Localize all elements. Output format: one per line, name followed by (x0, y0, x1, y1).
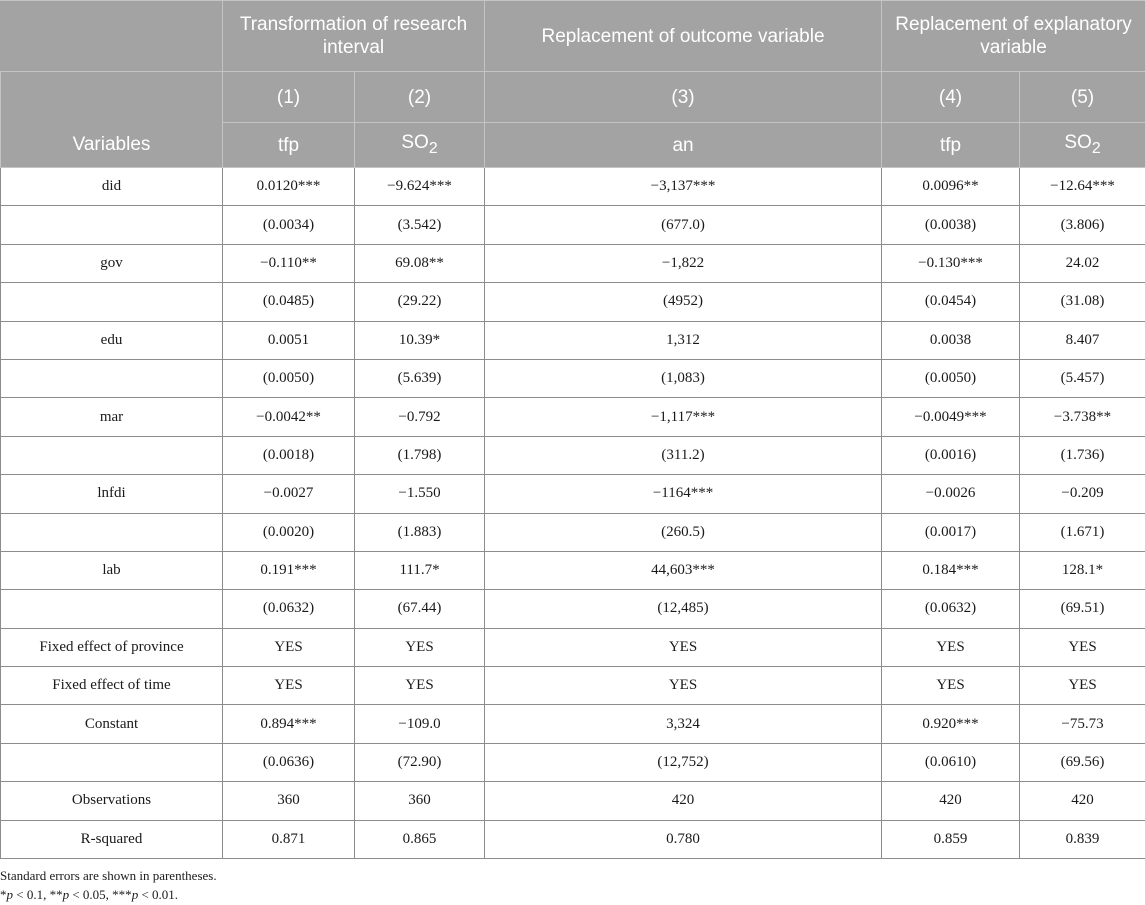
cell-model-2: (1.798) (355, 436, 485, 474)
table-row (1, 398, 1145, 436)
table-row (1, 551, 1145, 589)
cell-model-2: (67.44) (355, 590, 485, 628)
cell-model-3: (677.0) (485, 206, 882, 244)
outcome-name-2 (355, 123, 485, 168)
cell-model-2: −0.792 (355, 398, 485, 436)
cell-model-4: 0.0038 (882, 321, 1020, 359)
cell-model-1: (0.0050) (223, 359, 355, 397)
row-label (1, 359, 223, 397)
cell-model-2: (3.542) (355, 206, 485, 244)
row-label: lnfdi (1, 475, 223, 513)
cell-model-3: (1,083) (485, 359, 882, 397)
cell-model-4: (0.0454) (882, 283, 1020, 321)
cell-model-2: YES (355, 667, 485, 705)
outcome-text: SO (1064, 131, 1092, 153)
cell-model-4: 0.184*** (882, 551, 1020, 589)
cell-model-3: (12,485) (485, 590, 882, 628)
table-row (1, 244, 1145, 282)
cell-model-1: (0.0632) (223, 590, 355, 628)
table-row (1, 168, 1145, 206)
cell-model-5: 24.02 (1020, 244, 1145, 282)
cell-model-3: (12,752) (485, 743, 882, 781)
row-label: edu (1, 321, 223, 359)
cell-model-4: 0.859 (882, 820, 1020, 858)
table-row (1, 206, 1145, 244)
cell-model-5: 128.1* (1020, 551, 1145, 589)
cell-model-1: (0.0636) (223, 743, 355, 781)
row-label (1, 206, 223, 244)
cell-model-1: −0.0042** (223, 398, 355, 436)
cell-model-5: (69.56) (1020, 743, 1145, 781)
note-part: < 0.01. (138, 887, 179, 902)
cell-model-1: 0.894*** (223, 705, 355, 743)
variables-header: Variables (1, 72, 223, 168)
cell-model-1: 360 (223, 782, 355, 820)
model-number-5: (5) (1020, 72, 1145, 123)
table-row (1, 321, 1145, 359)
cell-model-5: (31.08) (1020, 283, 1145, 321)
cell-model-5: −75.73 (1020, 705, 1145, 743)
outcome-name-5 (1020, 123, 1145, 168)
cell-model-5: (1.736) (1020, 436, 1145, 474)
cell-model-3: 420 (485, 782, 882, 820)
cell-model-3: 1,312 (485, 321, 882, 359)
row-label: Fixed effect of time (1, 667, 223, 705)
cell-model-1: YES (223, 667, 355, 705)
cell-model-3: YES (485, 667, 882, 705)
cell-model-2: (1.883) (355, 513, 485, 551)
header-model-row (1, 72, 1145, 123)
cell-model-1: (0.0020) (223, 513, 355, 551)
cell-model-1: −0.0027 (223, 475, 355, 513)
table-row (1, 590, 1145, 628)
row-label (1, 590, 223, 628)
table-row (1, 359, 1145, 397)
table-header (1, 1, 1145, 168)
cell-model-5: 0.839 (1020, 820, 1145, 858)
cell-model-5: (5.457) (1020, 359, 1145, 397)
cell-model-4: −0.0026 (882, 475, 1020, 513)
cell-model-2: 0.865 (355, 820, 485, 858)
cell-model-4: −0.130*** (882, 244, 1020, 282)
cell-model-1: 0.191*** (223, 551, 355, 589)
cell-model-4: (0.0017) (882, 513, 1020, 551)
row-label: did (1, 168, 223, 206)
outcome-name-3: an (485, 123, 882, 168)
group-header-explanatory-variable: Replacement of explanatory variable (882, 1, 1145, 72)
table-notes (0, 866, 217, 904)
cell-model-4: 0.920*** (882, 705, 1020, 743)
header-group-row (1, 1, 1145, 72)
group-header-outcome-variable: Replacement of outcome variable (485, 1, 882, 72)
cell-model-2: −109.0 (355, 705, 485, 743)
table-row (1, 628, 1145, 666)
table-row (1, 513, 1145, 551)
note-part: < 0.1, ** (13, 887, 63, 902)
cell-model-1: 0.0120*** (223, 168, 355, 206)
cell-model-5: YES (1020, 628, 1145, 666)
cell-model-5: −3.738** (1020, 398, 1145, 436)
row-label (1, 743, 223, 781)
cell-model-4: (0.0050) (882, 359, 1020, 397)
table-row (1, 667, 1145, 705)
row-label (1, 436, 223, 474)
table-row (1, 475, 1145, 513)
cell-model-4: (0.0632) (882, 590, 1020, 628)
cell-model-5: 8.407 (1020, 321, 1145, 359)
group-header-research-interval: Transformation of research interval (223, 1, 485, 72)
table-row (1, 820, 1145, 858)
table-row (1, 782, 1145, 820)
cell-model-4: YES (882, 667, 1020, 705)
cell-model-1: −0.110** (223, 244, 355, 282)
cell-model-3: −1164*** (485, 475, 882, 513)
cell-model-2: (72.90) (355, 743, 485, 781)
table-row (1, 436, 1145, 474)
cell-model-1: (0.0485) (223, 283, 355, 321)
cell-model-3: (4952) (485, 283, 882, 321)
row-label: Fixed effect of province (1, 628, 223, 666)
row-label: lab (1, 551, 223, 589)
cell-model-2: −9.624*** (355, 168, 485, 206)
cell-model-3: (260.5) (485, 513, 882, 551)
cell-model-3: (311.2) (485, 436, 882, 474)
cell-model-2: 111.7* (355, 551, 485, 589)
note-part-italic: p (62, 887, 70, 902)
cell-model-3: YES (485, 628, 882, 666)
cell-model-3: 3,324 (485, 705, 882, 743)
cell-model-2: (5.639) (355, 359, 485, 397)
outcome-text: SO (401, 131, 429, 153)
cell-model-1: 0.0051 (223, 321, 355, 359)
cell-model-1: 0.871 (223, 820, 355, 858)
cell-model-4: YES (882, 628, 1020, 666)
row-label: gov (1, 244, 223, 282)
cell-model-1: YES (223, 628, 355, 666)
cell-model-2: 69.08** (355, 244, 485, 282)
table-row (1, 705, 1145, 743)
note-part-italic: p (131, 887, 139, 902)
cell-model-5: −12.64*** (1020, 168, 1145, 206)
cell-model-5: (3.806) (1020, 206, 1145, 244)
cell-model-5: 420 (1020, 782, 1145, 820)
note-part: * (0, 887, 7, 902)
header-corner (1, 1, 223, 72)
model-number-1: (1) (223, 72, 355, 123)
row-label: Constant (1, 705, 223, 743)
row-label: R-squared (1, 820, 223, 858)
cell-model-3: −3,137*** (485, 168, 882, 206)
cell-model-2: YES (355, 628, 485, 666)
model-number-2: (2) (355, 72, 485, 123)
table-body (1, 168, 1145, 859)
cell-model-5: (1.671) (1020, 513, 1145, 551)
cell-model-5: (69.51) (1020, 590, 1145, 628)
cell-model-5: −0.209 (1020, 475, 1145, 513)
cell-model-3: 44,603*** (485, 551, 882, 589)
cell-model-2: −1.550 (355, 475, 485, 513)
outcome-name-1: tfp (223, 123, 355, 168)
row-label: Observations (1, 782, 223, 820)
table-row (1, 283, 1145, 321)
cell-model-4: 420 (882, 782, 1020, 820)
note-part-italic: p (6, 887, 13, 902)
cell-model-4: (0.0016) (882, 436, 1020, 474)
cell-model-1: (0.0034) (223, 206, 355, 244)
table-row (1, 743, 1145, 781)
cell-model-4: 0.0096** (882, 168, 1020, 206)
row-label: mar (1, 398, 223, 436)
cell-model-4: −0.0049*** (882, 398, 1020, 436)
cell-model-2: (29.22) (355, 283, 485, 321)
cell-model-2: 360 (355, 782, 485, 820)
cell-model-5: YES (1020, 667, 1145, 705)
cell-model-4: (0.0038) (882, 206, 1020, 244)
cell-model-4: (0.0610) (882, 743, 1020, 781)
subscript: 2 (428, 139, 438, 157)
cell-model-2: 10.39* (355, 321, 485, 359)
outcome-name-4: tfp (882, 123, 1020, 168)
row-label (1, 283, 223, 321)
model-number-4: (4) (882, 72, 1020, 123)
model-number-3: (3) (485, 72, 882, 123)
cell-model-1: (0.0018) (223, 436, 355, 474)
cell-model-3: −1,822 (485, 244, 882, 282)
row-label (1, 513, 223, 551)
note-significance-levels (0, 885, 217, 904)
cell-model-3: 0.780 (485, 820, 882, 858)
note-part: < 0.05, *** (69, 887, 132, 902)
subscript: 2 (1091, 139, 1101, 157)
note-standard-errors: Standard errors are shown in parentheses. (0, 868, 217, 883)
cell-model-3: −1,117*** (485, 398, 882, 436)
